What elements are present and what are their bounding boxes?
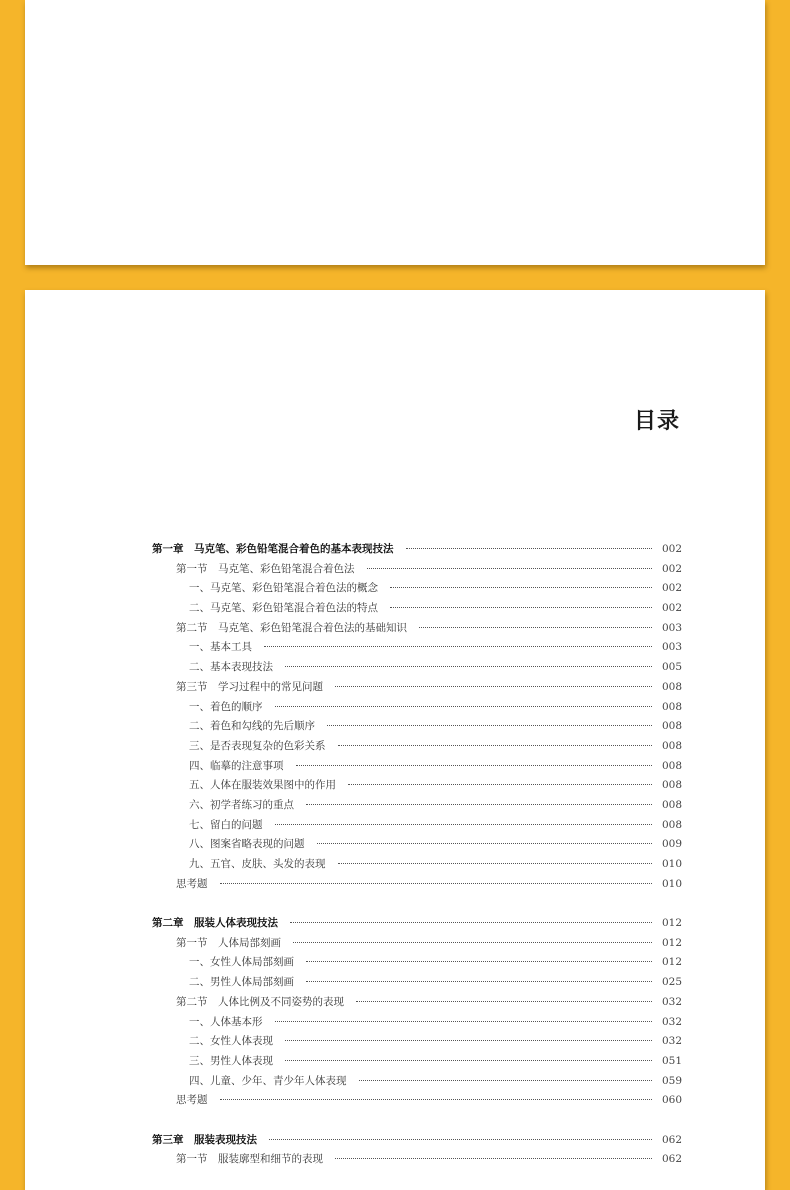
toc-item: 一、马克笔、彩色铅笔混合着色法的概念 002 <box>189 582 683 595</box>
toc-item: 八、图案省略表现的问题 009 <box>189 838 683 851</box>
toc-section: 第一节 马克笔、彩色铅笔混合着色法 002 <box>176 562 683 575</box>
toc-chapter: 第二章 服装人体表现技法 012 <box>152 917 683 930</box>
toc-item: 二、男性人体局部刻画 025 <box>189 976 683 989</box>
toc-item: 四、儿童、少年、青少年人体表现 059 <box>189 1074 683 1087</box>
toc-section: 第一节 服装廓型和细节的表现 062 <box>176 1153 683 1166</box>
toc-title: 目录 <box>633 409 680 434</box>
toc-item: 二、着色和勾线的先后顺序 008 <box>189 720 683 733</box>
toc-item: 七、留白的问题 008 <box>189 818 683 831</box>
toc-item: 六、初学者练习的重点 008 <box>189 798 683 811</box>
toc-list <box>152 541 682 1171</box>
toc-item: 一、女性人体局部刻画 012 <box>189 956 683 969</box>
toc-section: 第二节 马克笔、彩色铅笔混合着色法的基础知识 003 <box>176 621 683 634</box>
toc-item: 三、男性人体表现 051 <box>189 1054 683 1067</box>
toc-page <box>25 290 765 1190</box>
toc-item: 四、临摹的注意事项 008 <box>189 759 683 772</box>
toc-item: 一、人体基本形 032 <box>189 1015 683 1028</box>
toc-section: 第一节 人体局部刻画 012 <box>176 936 683 949</box>
toc-item: 五、人体在服装效果图中的作用 008 <box>189 779 683 792</box>
toc-item: 九、五官、皮肤、头发的表现 010 <box>189 858 683 870</box>
toc-section: 第二节 人体比例及不同姿势的表现 032 <box>176 995 683 1008</box>
toc-item: 二、基本表现技法 005 <box>189 661 683 674</box>
toc-item: 二、女性人体表现 032 <box>189 1035 683 1048</box>
toc-item: 一、着色的顺序 008 <box>189 700 683 713</box>
toc-section: 第三节 学习过程中的常见问题 008 <box>176 680 683 693</box>
toc-item: 二、马克笔、彩色铅笔混合着色法的特点 002 <box>189 602 683 615</box>
toc-chapter: 第一章 马克笔、彩色铅笔混合着色的基本表现技法 002 <box>152 543 683 555</box>
toc-item: 一、基本工具 003 <box>189 641 683 654</box>
previous-page <box>25 0 765 265</box>
toc-questions: 思考题 060 <box>176 1094 683 1107</box>
toc-item: 三、是否表现复杂的色彩关系 008 <box>189 739 683 752</box>
toc-questions: 思考题 010 <box>176 877 683 890</box>
toc-chapter: 第三章 服装表现技法 062 <box>152 1133 683 1146</box>
